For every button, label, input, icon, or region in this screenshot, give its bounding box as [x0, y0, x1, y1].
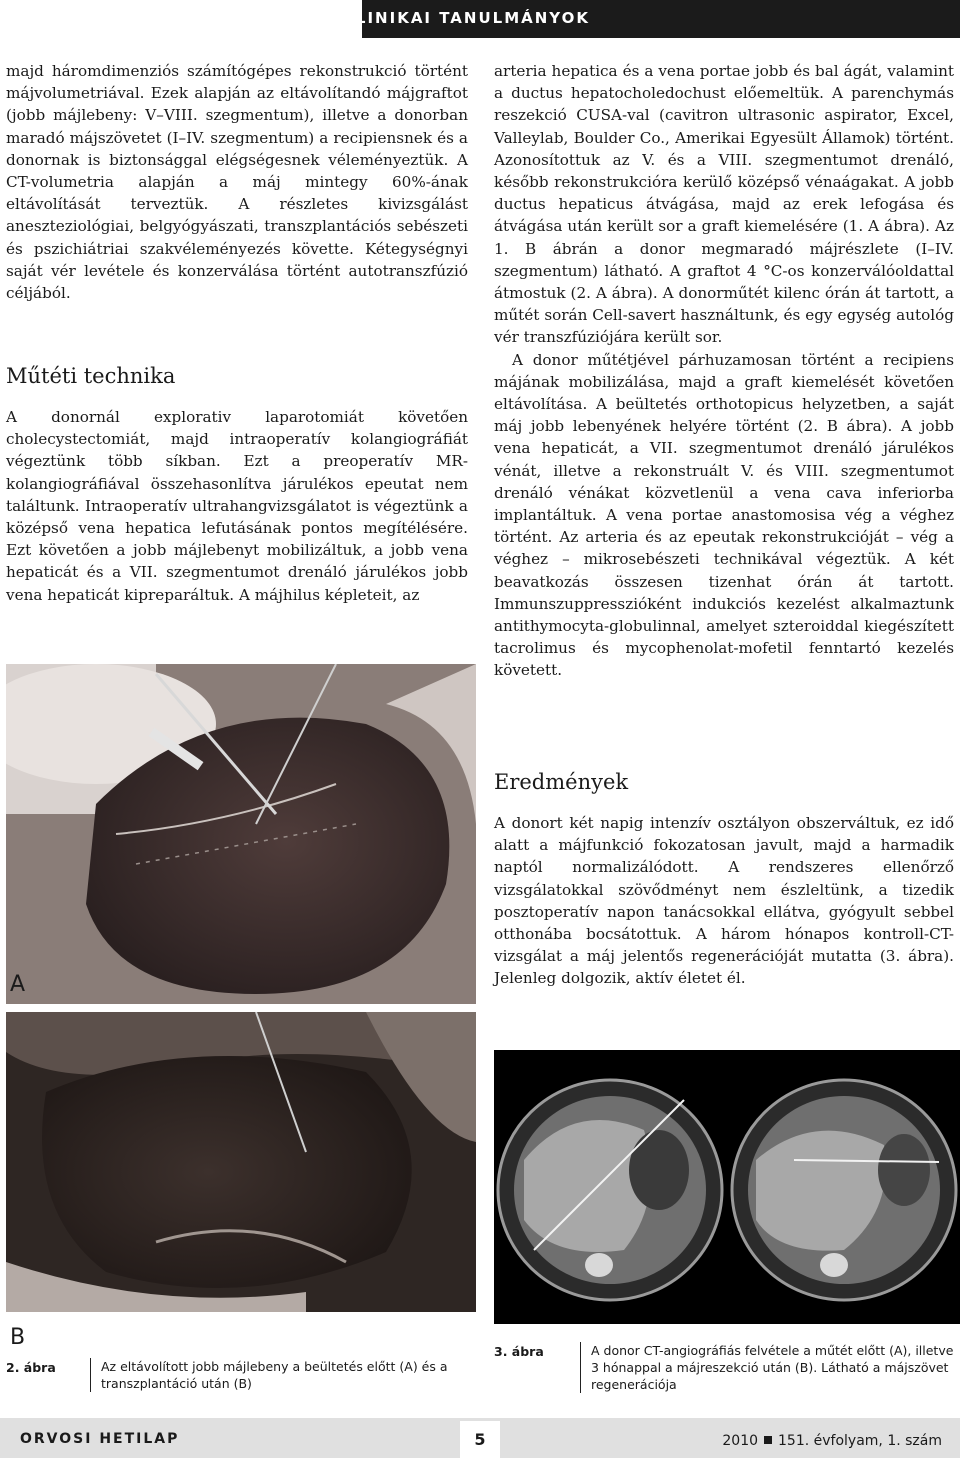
left-column [6, 60, 468, 304]
right-column-results [494, 812, 954, 990]
figure-3-caption: A donor CT-angiográfiás felvétele a műtét előtt (A), illetve 3 hónappal a májreszekció után (B). Látható a májszövet regenerációja [580, 1342, 955, 1393]
figure-2b-photo [6, 1012, 476, 1312]
right-paragraph-1: arteria hepatica és a vena portae jobb és bal ágát, valamint a ductus hepatocholedochust előemeltük. A parenchymás reszekció CUSA-val (cavitron ultrasonic aspirator, Excel, Valleylab, Boulder Co., Amerikai Egyesült Államok) történt. Azonosítottuk az V. és a VIII. szegmentumot drenáló, később rekonstrukcióra kerülő középső vénaágakat. A jobb ductus hepaticus átvágása, majd az erek lefogása és átvágása után került sor a graft kiemelésére (1. A ábra). Az 1. B ábrán a donor megmaradó májrészlete (I–IV. szegmentum) látható. A graftot 4 °C-os konzerválóoldattal átmostuk (2. A ábra). A donorműtét kilenc órán át tartott, a műtét során Cell-savert használtunk, és egy egység autológ vér transzfúziójára került sor. [494, 62, 954, 347]
figure-2a-photo [6, 664, 476, 1004]
left-paragraph-2: A donornál explorativ laparotomiát követően cholecystectomiát, majd intraoperatív kolangiográfiát végeztünk több síkban. Ezt a preoperatív MR-kolangiográfiával összehasonlítva járulékos epeutat nem találtunk. Intraoperatív ultrahangvizsgálatot is végeztünk a középső vena hepatica lefutásának pontos megítélésére. Ezt követően a jobb májlebenyt mobilizáltuk, a jobb vena hepaticát és a VII. szegmentumot drenáló járulékos jobb vena hepaticát kipreparáltuk. A májhilus képleteit, az [6, 408, 468, 604]
section-header-title: KLINIKAI TANULMÁNYOK [342, 9, 590, 27]
issue-volume: 151. évfolyam, 1. szám [778, 1433, 942, 1449]
page-number: 5 [460, 1421, 500, 1458]
left-paragraph-1: majd háromdimenziós számítógépes rekonstrukció történt májvolumetriával. Ezek alapján az eltávolítandó májgraftot (jobb májlebeny: V–VIII. szegmentum), illetve a donorban maradó májszövetet (I–IV. szegmentum) a recipiensnek és a donornak is biztonsággal elégségesnek véleményeztük. A CT-volumetria alapján a máj mintegy 60%-ának eltávolítását terveztük. A részletes kivizsgálást aneszteziológiai, belgyógyászati, transzplantációs sebészeti és pszichiátriai szakvéleményezés követte. Kétegységnyi saját vér levétele és konzerválása történt autotranszfúzió céljából. [6, 62, 468, 303]
figure-2b-letter: B [10, 1325, 26, 1350]
issue-info [722, 1433, 942, 1449]
issue-year: 2010 [722, 1433, 759, 1449]
figure-3-number: 3. ábra [494, 1344, 544, 1359]
section-title-results: Eredmények [494, 770, 629, 794]
right-paragraph-3: A donort két napig intenzív osztályon obszerváltuk, ez idő alatt a májfunkció fokozatosan javult, majd a harmadik naptól normalizálódott. A rendszeres ellenőrző vizsgálatokkal szövődményt nem észleltünk, a tizedik posztoperatív napon tanácsokkal ellátva, gyógyult sebbel otthonába bocsátottuk. A három hónapos kontroll-CT-vizsgálat a máj jelentős regenerációját mutatta (3. ábra). Jelenleg dolgozik, aktív életet él. [494, 814, 954, 988]
left-column-continued [6, 406, 468, 606]
separator-square-icon [764, 1436, 772, 1444]
section-title-technique: Műtéti technika [6, 364, 176, 388]
journal-name: ORVOSI HETILAP [20, 1431, 180, 1447]
figure-2-number: 2. ábra [6, 1360, 56, 1375]
right-paragraph-2: A donor műtétjével párhuzamosan történt a recipiens májának mobilizálása, majd a graft kiemelését követően eltávolítása. A beültetés orthotopicus helyzetben, a saját máj jobb lebenyének helyére történt (2. B ábra). A jobb vena hepaticát, a VII. szegmentumot drenáló járulékos vénát, illetve a rekonstruált V. és VIII. szegmentumot drenáló vénákat közvetlenül a vena cava inferiorba implantáltuk. A vena portae anastomosisa vég a véghez történt. Az arteria és az epeutak rekonstrukcióját – vég a véghez – mikrosebészeti technikával végeztük. A két beavatkozás összesen tizenhat órán át tartott. Immunszuppresszióként indukciós kezelést alkalmaztunk antithymocyta-globulinnal, amelyet szteroiddal kiegészített tacrolimus és mycophenolat-mofetil fenntartó kezelés követett. [494, 350, 954, 680]
figure-2a-letter: A [10, 972, 26, 997]
right-column [494, 60, 954, 682]
figure-3-ct-images [494, 1050, 960, 1324]
figure-2-caption: Az eltávolított jobb májlebeny a beültetés előtt (A) és a transzplantáció után (B) [90, 1358, 471, 1392]
